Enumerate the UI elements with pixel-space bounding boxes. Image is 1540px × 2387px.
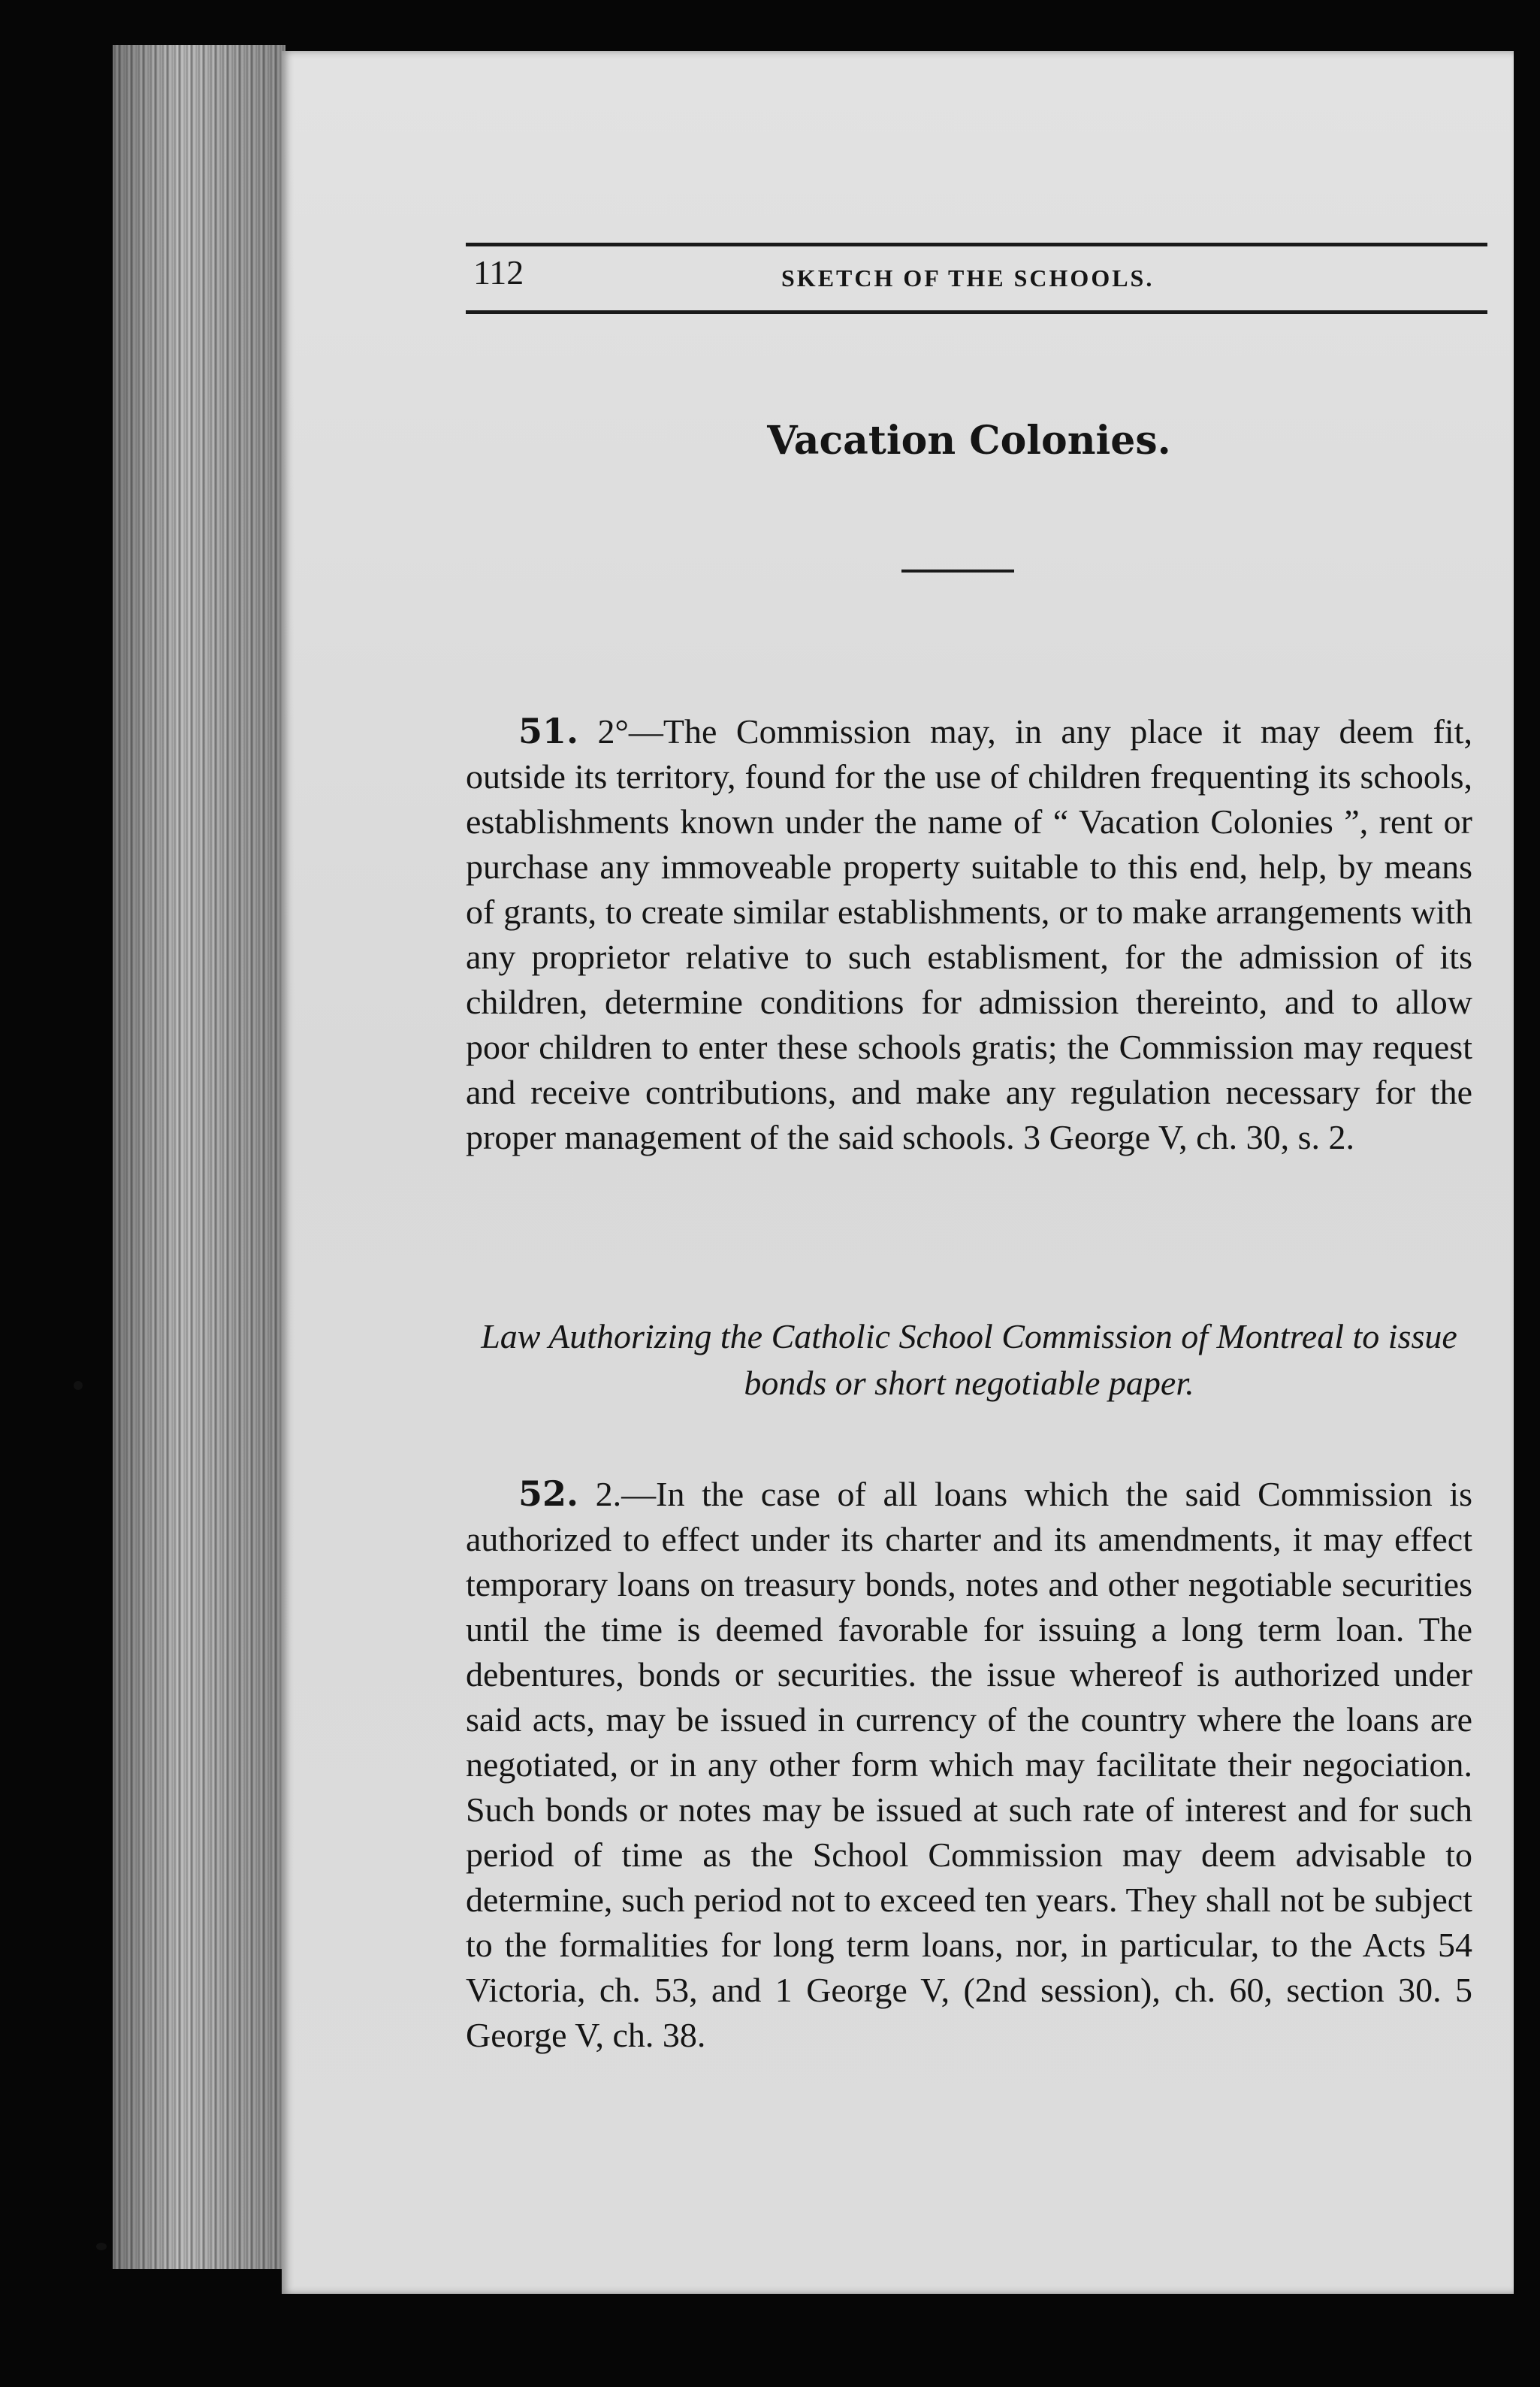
section-heading: Vacation Colonies. [767, 418, 1171, 464]
running-head: SKETCH OF THE SCHOOLS. [781, 264, 1155, 292]
header-top-rule [466, 243, 1487, 246]
paragraph-51 [466, 709, 1472, 1160]
law-title: Law Authorizing the Catholic School Commission of Montreal to issue bonds or short negotiable paper. [481, 1317, 1457, 1402]
page-content [466, 51, 1472, 2294]
paragraph-number: 52. [518, 1473, 579, 1514]
book-page [282, 51, 1514, 2294]
paragraph-number: 51. [518, 711, 579, 751]
scan-speck [74, 1381, 83, 1390]
section-divider [901, 570, 1014, 573]
paragraph-52 [466, 1471, 1472, 2058]
page-number: 112 [473, 253, 524, 292]
paragraph-text: 2.—In the case of all loans which the said Commission is authorized to effect under its charter and its amendments, it may effect temporary loans on treasury bonds, notes and other negotiable securities until the time is deemed favorable for issuing a long term loan. The debentures, bonds or securities. the issue whereof is authorized under said acts, may be issued in currency of the country where the loans are negotiated, or in any other form which may facilitate their negociation. Such bonds or notes may be issued at such rate of interest and for such period of time as the School Commission may deem advisable to determine, such period not to exceed ten years. They shall not be subject to the formalities for long term loans, nor, in particular, to the Acts 54 Victoria, ch. 53, and 1 George V, (2nd session), ch. 60, section 30. 5 George V, ch. 38. [466, 1475, 1473, 2054]
book-edge-shadow [113, 45, 285, 2269]
scan-speck [96, 2243, 107, 2250]
paragraph-text: 2°—The Commission may, in any place it may deem fit, outside its territory, found for the use of children frequenting its schools, establishments known under the name of “ Vacation Colonies ”, rent or purchase any immoveable property suitable to this end, help, by means of grants, to create similar establishments, or to make arrangements with any proprietor relative to such establisment, for the admission of its children, determine conditions for admission thereinto, and to allow poor children to enter these schools gratis; the Commission may request and receive contributions, and make any regulation necessary for the proper management of the said schools. 3 George V, ch. 30, s. 2. [466, 712, 1472, 1156]
header-bottom-rule [466, 310, 1487, 314]
page-header [466, 248, 1472, 308]
